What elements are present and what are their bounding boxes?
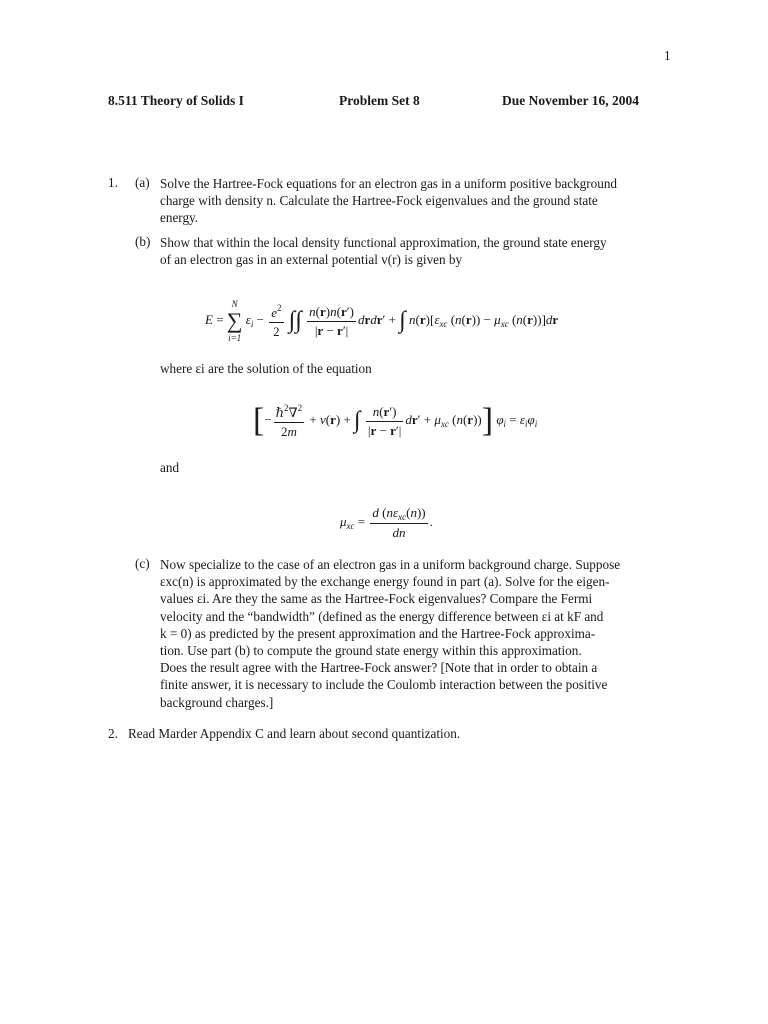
part-c-line: finite answer, it is necessary to include the Coulomb interaction between the positive	[160, 677, 608, 693]
part-c-line: εxc(n) is approximated by the exchange energy found in part (a). Solve for the eigen-	[160, 574, 610, 590]
part-b-line: Show that within the local density functional approximation, the ground state energy	[160, 235, 607, 250]
course-title: 8.511 Theory of Solids I	[108, 93, 244, 108]
where-text: where εi are the solution of the equation	[160, 361, 372, 376]
part-b-label: (b)	[135, 234, 151, 249]
problem-1-number: 1.	[108, 175, 118, 190]
part-c-label: (c)	[135, 556, 150, 571]
part-c-line: Does the result agree with the Hartree-Fock answer? [Note that in order to obtain a	[160, 660, 598, 676]
part-a-line: energy.	[160, 210, 199, 226]
energy-functional-equation: E = N ∑ i=1 $\varepsilon_i$ − $\frac{e^2}{2}$ ∫∫ $\frac{n(r)n(r')}{|r - r'|}$ drdr′ + ∫ $n(r)[\varepsilon_{xc}$ $(n(r)) - \mu_{xc}$ (n(r))]dr	[205, 299, 559, 343]
problem-set-title: Problem Set 8	[339, 93, 420, 108]
due-date: Due November 16, 2004	[502, 93, 639, 108]
part-c-line: background charges.]	[160, 694, 274, 710]
part-a-text	[160, 175, 676, 227]
part-c-line: tion. Use part (b) to compute the ground state energy within this approximation.	[160, 643, 582, 659]
part-c-line: k = 0) as predicted by the present approximation and the Hartree-Fock approxima-	[160, 625, 596, 641]
part-c-line: values εi. Are they the same as the Hartree-Fock eigenvalues? Compare the Fermi	[160, 591, 593, 607]
part-a-label: (a)	[135, 175, 150, 190]
part-a-line: Solve the Hartree-Fock equations for an electron gas in a uniform positive background	[160, 176, 618, 191]
kohn-sham-equation: [− $\frac{\hbar^2\nabla^2}{2m}$ + v(r) + ∫ $\frac{n(r')}{|r - r'|}$ $dr' + \mu_{xc}$ (n(r))] $\varphi_i = \varepsilon_i\varphi_i$	[253, 402, 538, 439]
mu-xc-equation: $\mu_{xc}$ = $\frac{d (n\varepsilon_{xc}(n))}{dn}$ .	[340, 505, 433, 540]
part-c-line: Now specialize to the case of an electron gas in a uniform background charge. Suppose	[160, 557, 621, 572]
part-b-text	[160, 234, 676, 268]
and-text: and	[160, 460, 180, 475]
problem-2-number: 2.	[108, 726, 118, 741]
part-c-text	[160, 556, 676, 711]
problem-2-text: Read Marder Appendix C and learn about second quantization.	[128, 726, 461, 741]
part-a-line: charge with density n. Calculate the Hartree-Fock eigenvalues and the ground state	[160, 193, 598, 209]
part-c-line: velocity and the “bandwidth” (defined as the energy difference between εi at kF and	[160, 608, 604, 624]
part-b-line: of an electron gas in an external potential v(r) is given by	[160, 252, 463, 268]
page-number: 1	[664, 48, 671, 63]
